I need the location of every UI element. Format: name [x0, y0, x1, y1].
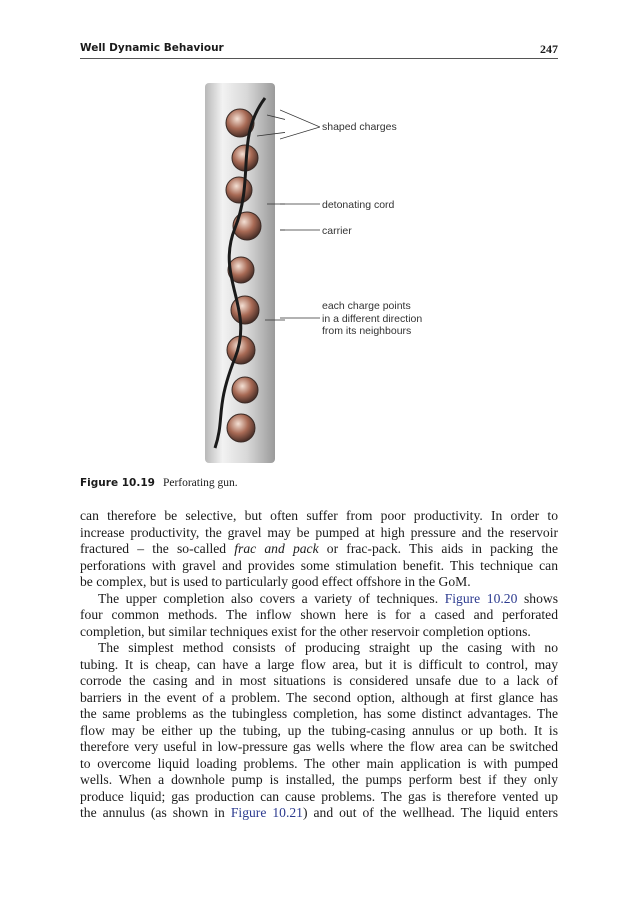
text-line [80, 574, 558, 591]
text-run: increase productivity, the gravel may be pumped at high pressure and the reservoir [80, 524, 558, 540]
text-run: The simplest method consists of producing straight up the casing with no [98, 640, 558, 655]
text-line [80, 673, 558, 690]
italic-term: frac and pack [234, 541, 319, 556]
text-line [80, 541, 558, 558]
text-line [80, 772, 558, 789]
text-run: corrode the casing and in most situations is considered unsafe due to a lack of [80, 673, 558, 688]
text-line [80, 525, 558, 542]
text-line [80, 739, 558, 756]
label-shaped-charges: shaped charges [322, 121, 397, 133]
text-run: wells. When a downhole pump is installed, the pumps perform best if they only [80, 772, 558, 787]
text-run: barriers in the event of a problem. The second option, although at first glance has [80, 689, 558, 705]
text-run: be complex, but is used to particularly good effect offshore in the GoM. [80, 574, 471, 589]
text-run: the annulus (as shown in [80, 805, 231, 820]
text-line [80, 591, 558, 608]
text-run: the same problems as the tubingless completion, has some distinct advantages. The [80, 706, 558, 721]
caption-text: Perforating gun. [162, 477, 238, 489]
text-line [80, 690, 558, 707]
text-line [80, 640, 558, 657]
label-line: in a different direction [322, 312, 423, 325]
text-line [80, 657, 558, 674]
figure-link[interactable]: Figure 10.21 [230, 805, 303, 820]
text-run: tubing. It is cheap, can have a large flow area, but it is difficult to control, may [80, 656, 558, 672]
figure-link[interactable]: Figure 10.20 [444, 590, 518, 606]
label-line: from its neighbours [322, 325, 412, 337]
figure-number: Figure 10.19 [80, 477, 155, 489]
page-number: 247 [540, 42, 558, 56]
text-run: completion, but similar techniques exist for the other reservoir completion options. [80, 623, 531, 639]
text-line [80, 723, 558, 740]
text-line [80, 706, 558, 723]
text-run: can therefore be selective, but often suffer from poor productivity. In order to [80, 508, 558, 523]
label-line: each charge points [322, 300, 411, 312]
label-carrier: carrier [322, 225, 352, 237]
text-run: therefore very useful in low-pressure gas wells where the flow area can be switched [80, 739, 558, 754]
text-run: perforations with gravel and provides some stimulation benefit. This technique can [80, 557, 558, 573]
text-run: shows [517, 590, 558, 606]
perforating-gun-illustration [195, 78, 285, 468]
text-line [80, 508, 558, 525]
text-line [80, 624, 558, 641]
text-line [80, 789, 558, 806]
text-line [80, 558, 558, 575]
text-run: produce liquid; gas production can cause problems. The gas is therefore vented up [80, 788, 558, 804]
text-run: or frac-pack. This aids in packing the [318, 541, 558, 556]
text-run: fractured – the so-called [80, 541, 235, 556]
callout-lines [280, 78, 320, 338]
text-run: flow may be either up the tubing, up the tubing-casing annulus or up both. It is [80, 722, 558, 738]
body-text [80, 508, 558, 822]
label-charge-direction [322, 300, 422, 338]
running-header [80, 42, 558, 59]
text-run: The upper completion also covers a variety of techniques. [98, 590, 445, 606]
label-detonating-cord: detonating cord [322, 199, 395, 211]
text-run: four common methods. The inflow shown here is for a cased and perforated [80, 607, 558, 622]
text-line [80, 607, 558, 624]
text-line [80, 805, 558, 822]
chapter-title: Well Dynamic Behaviour [80, 42, 224, 54]
figure-caption [80, 477, 238, 489]
text-line [80, 756, 558, 773]
text-run: to overcome liquid loading problems. The other main application is with pumped [80, 755, 558, 771]
text-run: ) and out of the wellhead. The liquid enters [302, 805, 558, 820]
